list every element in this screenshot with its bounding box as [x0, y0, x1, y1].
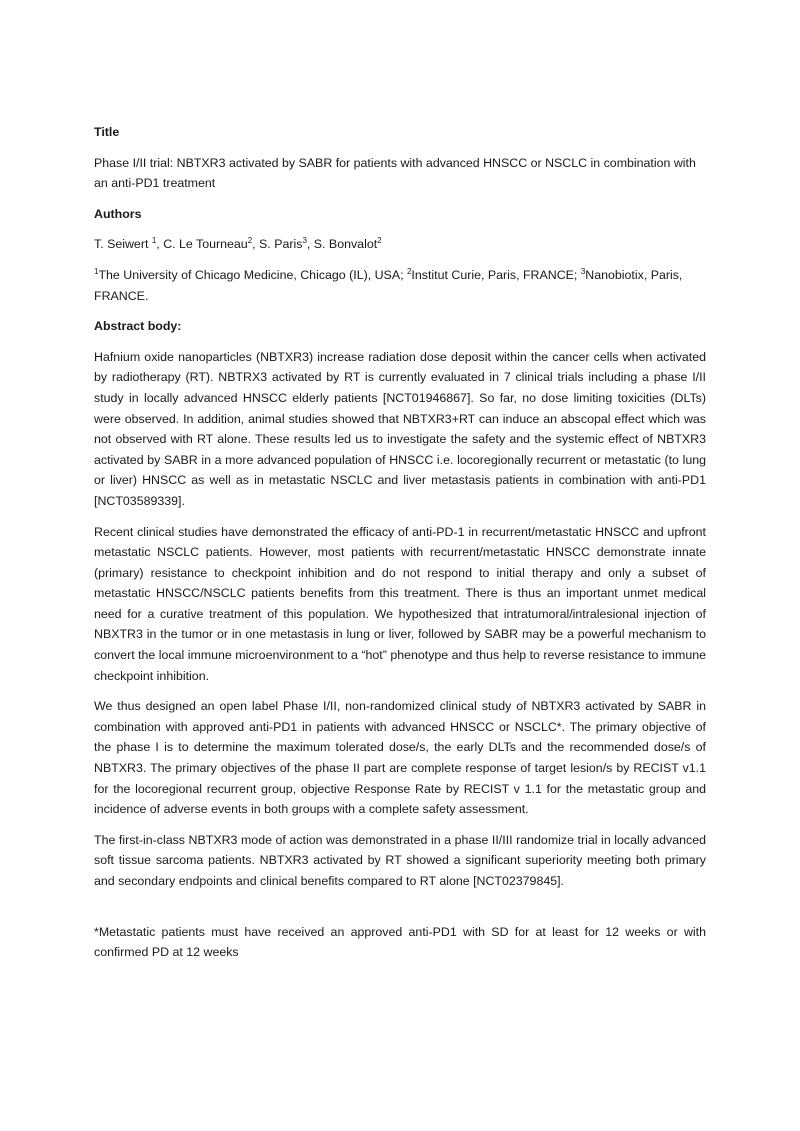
author: S. Paris$^3$, — [259, 236, 314, 252]
author: T. Seiwert $^1$, — [94, 236, 164, 252]
spacer — [94, 902, 706, 922]
author-list — [94, 234, 706, 255]
abstract-paragraph: The first-in-class NBTXR3 mode of action was demonstrated in a phase II/III randomize trial in locally advanced soft tissue sarcoma patients. NBTXR3 activated by RT showed a significant superiority meeting both primary and secondary endpoints and clinical benefits compared to RT alone [NCT02379845]. — [94, 832, 706, 888]
affiliations — [94, 265, 706, 306]
footnote: *Metastatic patients must have received an approved anti-PD1 with SD for at least for 12 weeks or with confirmed PD at 12 weeks — [94, 924, 706, 960]
abstract-paragraph: We thus designed an open label Phase I/II, non-randomized clinical study of NBTXR3 activated by SABR in combination with approved anti-PD1 in patients with advanced HNSCC or NSCLC*. The primary objective of the phase I is to determine the maximum tolerated dose/s, the early DLTs and the recommended dose/s of NBTXR3. The primary objectives of the phase II part are complete response of target lesion/s by RECIST v1.1 for the locoregional recurrent group, objective Response Rate by RECIST v 1.1 for the metastatic group and incidence of adverse events in both groups with a complete safety assessment. — [94, 699, 706, 817]
author: S. Bonvalot$^2$ — [313, 236, 382, 252]
affiliation: $^3$Nanobiotix, Paris, FRANCE. — [94, 266, 683, 303]
affiliation: $^2$Institut Curie, Paris, FRANCE; — [406, 266, 581, 282]
author: C. Le Tourneau$^2$, — [163, 236, 260, 252]
authors-heading: Authors — [94, 206, 142, 221]
paper-title: Phase I/II trial: NBTXR3 activated by SABR for patients with advanced HNSCC or NSCLC in combination with an anti-PD1 treatment — [94, 155, 696, 191]
abstract-heading: Abstract body: — [94, 319, 182, 334]
document-page — [94, 122, 706, 973]
affiliation: $^1$The University of Chicago Medicine, Chicago (IL), USA; — [94, 266, 407, 282]
abstract-paragraph: Hafnium oxide nanoparticles (NBTXR3) increase radiation dose deposit within the cancer cells when activated by radiotherapy (RT). NBTRX3 activated by RT is currently evaluated in 7 clinical trials including a phase I/II study in locally advanced HNSCC elderly patients [NCT01946867]. So far, no dose limiting toxicities (DLTs) were observed. In addition, animal studies showed that NBTXR3+RT can induce an abscopal effect which was not observed with RT alone. These results led us to investigate the safety and the systemic effect of NBTXR3 activated by SABR in a more advanced population of HNSCC i.e. locoregionally recurrent or metastatic (to lung or liver) HNSCC as well as in metastatic NSCLC and liver metastasis patients in combination with anti-PD1 [NCT03589339]. — [94, 349, 706, 508]
title-heading: Title — [94, 125, 120, 139]
abstract-paragraph: Recent clinical studies have demonstrated the efficacy of anti-PD-1 in recurrent/metastatic HNSCC and upfront metastatic NSCLC patients. However, most patients with recurrent/metastatic HNSCC demonstrate innate (primary) resistance to checkpoint inhibition and do not respond to initial therapy and only a subset of metastatic HNSCC/NSCLC patients benefits from this treatment. There is thus an important unmet medical need for a curative treatment of this population. We hypothesized that intratumoral/intralesional injection of NBXTR3 in the tumor or in one metastasis in lung or liver, followed by SABR may be a powerful mechanism to convert the local immune microenvironment to a “hot” phenotype and thus help to reverse resistance to immune checkpoint inhibition. — [94, 524, 706, 683]
